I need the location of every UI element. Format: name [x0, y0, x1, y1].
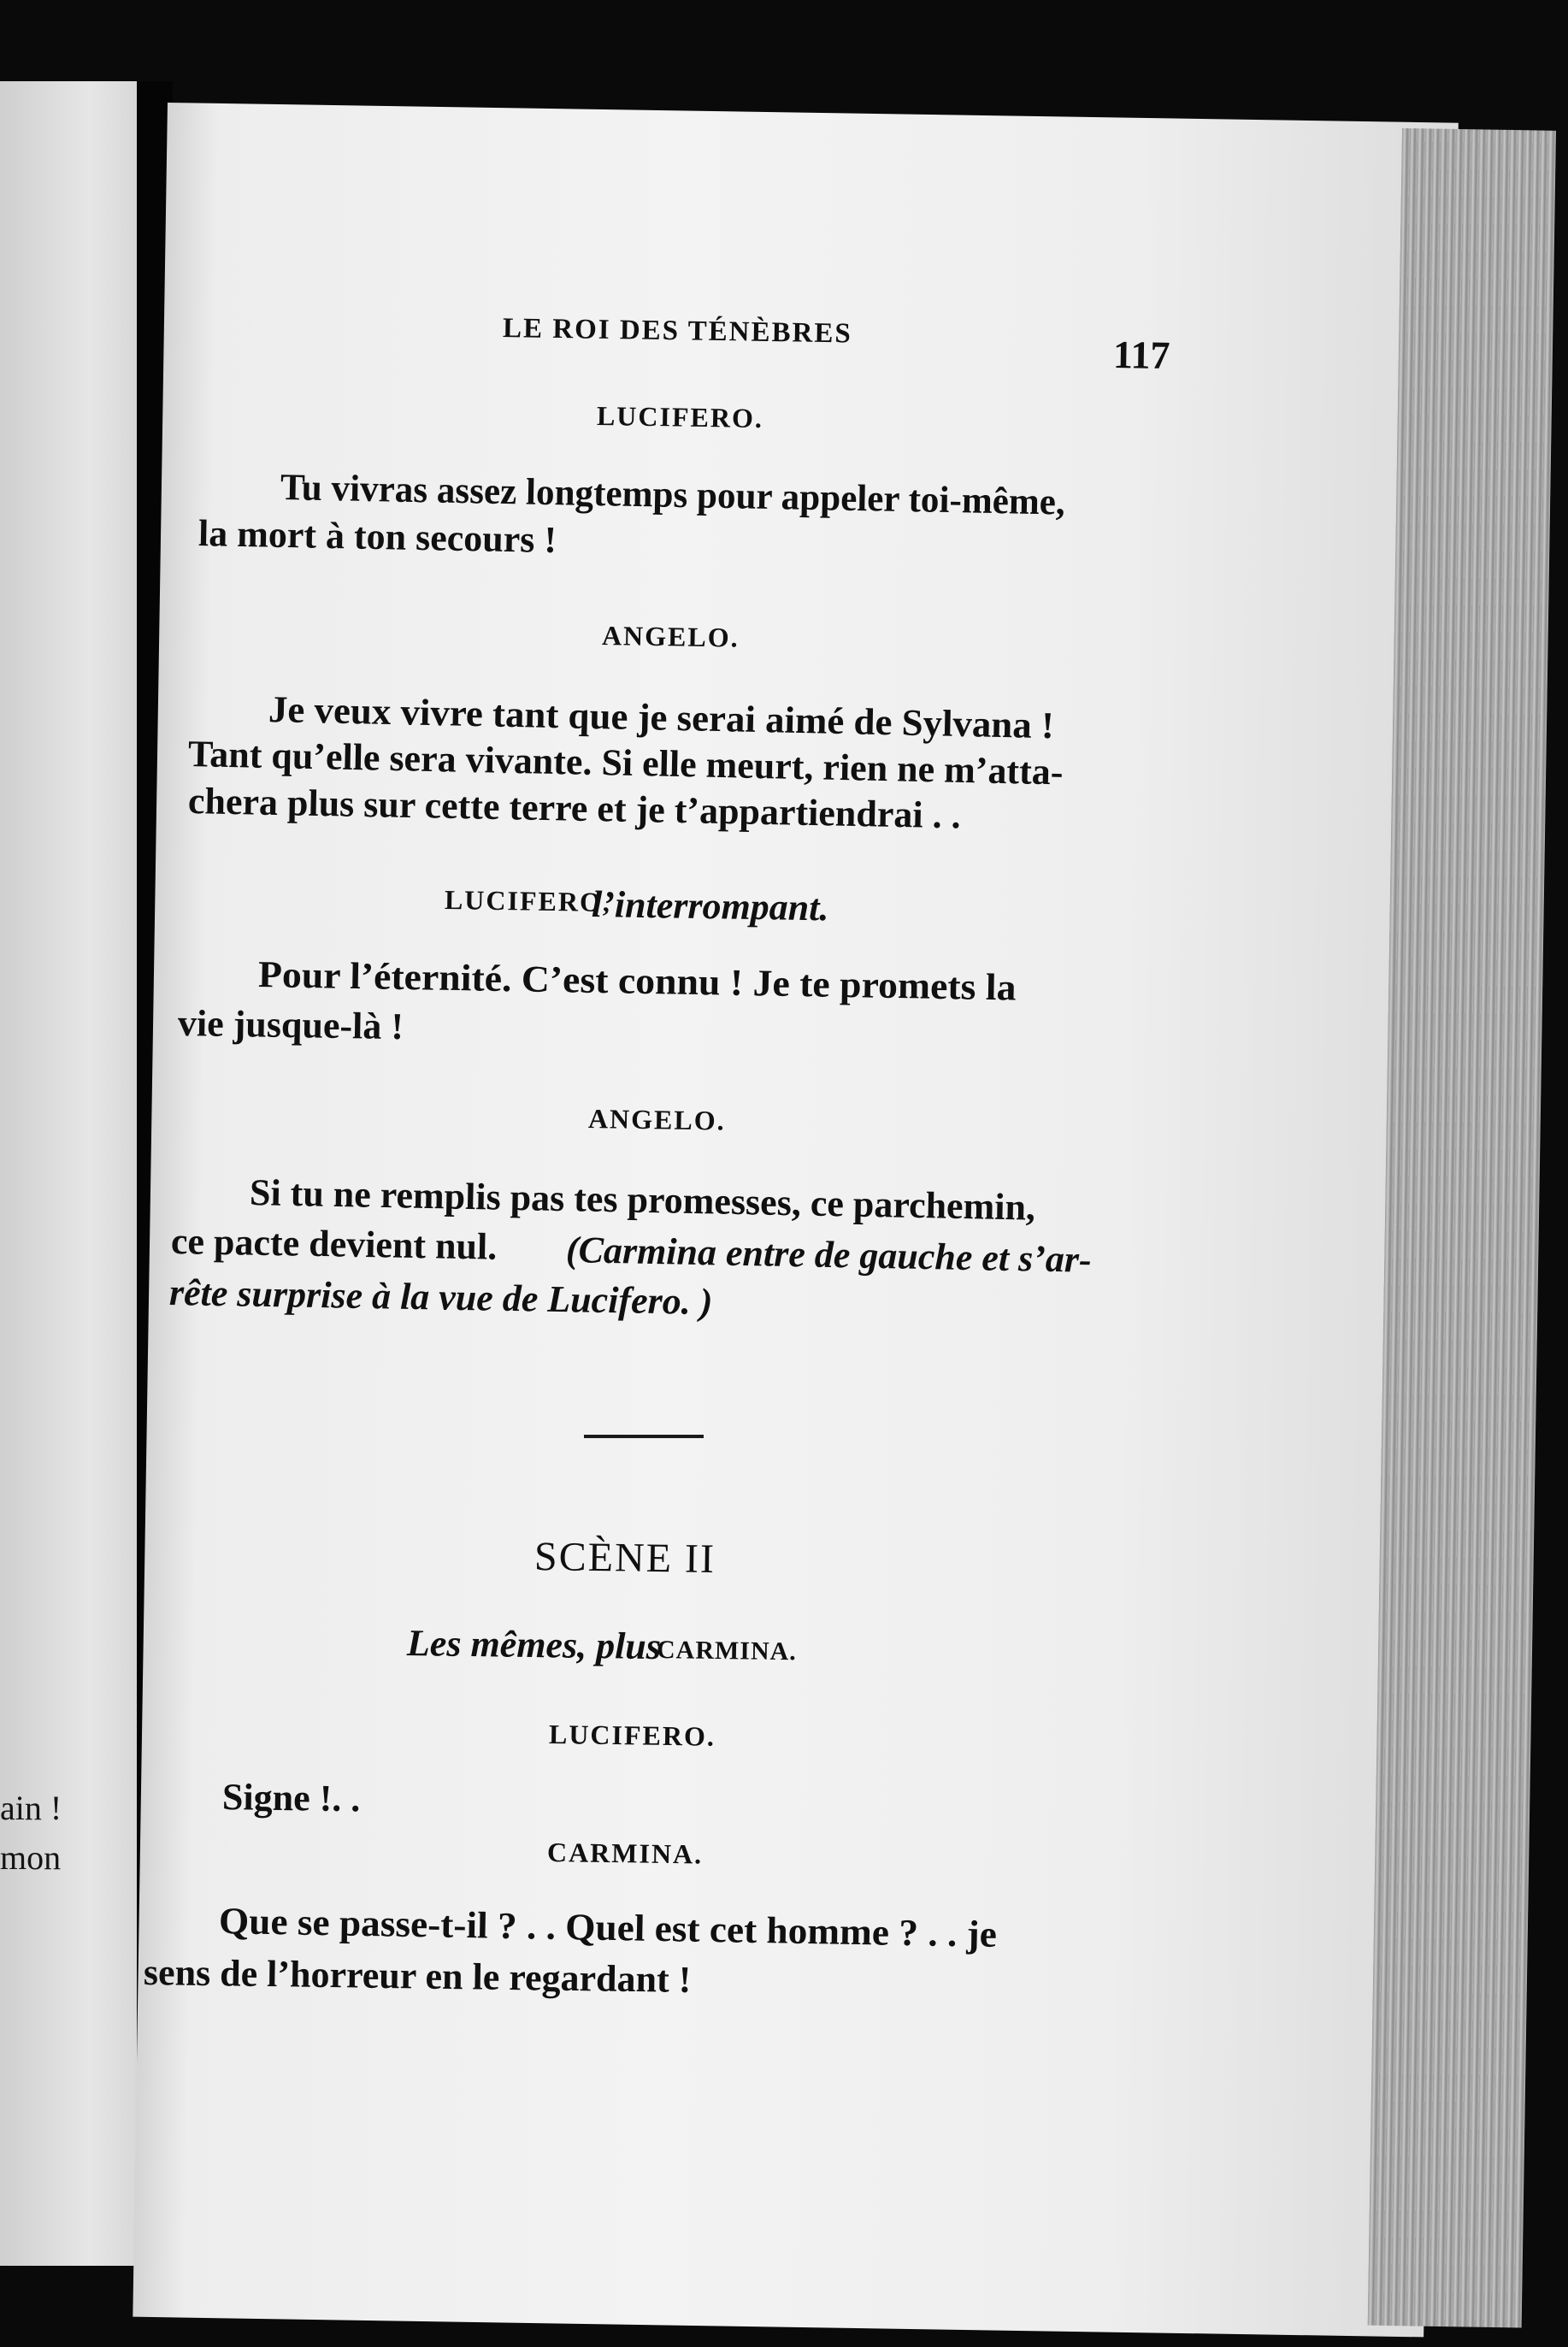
dialogue-line: Signe !. . [221, 1776, 361, 1820]
dialogue-line: Pour l’éternité. C’est connu ! Je te promets la [257, 953, 1017, 1009]
dialogue-line: ce pacte devient nul. [170, 1220, 498, 1268]
section-rule [584, 1435, 704, 1438]
speaker-name: CARMINA. [546, 1837, 704, 1870]
left-page-fragment: mon [0, 1838, 62, 1877]
speaker-name: LUCIFERO, [444, 884, 612, 918]
scene-title: SCÈNE II [533, 1534, 716, 1582]
stage-direction: (Carmina entre de gauche et s’ar- [565, 1229, 1093, 1281]
page-number: 117 [1112, 333, 1170, 378]
running-title: LE ROI DES TÉNÈBRES [502, 313, 853, 350]
speaker-name: ANGELO. [587, 1103, 726, 1136]
scene-cast-name: CARMINA. [656, 1636, 798, 1666]
dialogue-line: vie jusque-là ! [177, 1002, 404, 1048]
speaker-name: LUCIFERO. [596, 400, 764, 434]
dialogue-line: chera plus sur cette terre et je t’appartiendrai . . [187, 780, 962, 837]
scene-cast-italic: Les mêmes, plus [406, 1622, 662, 1668]
left-page-fragment: ain ! [0, 1789, 62, 1827]
speaker-name: ANGELO. [601, 620, 740, 653]
dialogue-line: Tant qu’elle sera vivante. Si elle meurt, rien ne m’atta- [187, 733, 1064, 793]
dialogue-line: la mort à ton secours ! [197, 512, 557, 562]
dialogue-line: sens de l’horreur en le regardant ! [143, 1951, 692, 2001]
dialogue-line: Je veux vivre tant que je serai aimé de Sylvana ! [268, 688, 1055, 747]
stage-direction: l’interrompant. [591, 883, 829, 929]
speaker-name: LUCIFERO. [548, 1719, 716, 1752]
dialogue-line: Si tu ne remplis pas tes promesses, ce parchemin, [249, 1171, 1036, 1229]
stage-direction: rête surprise à la vue de Lucifero. ) [168, 1271, 713, 1324]
dialogue-line: Tu vivras assez longtemps pour appeler toi-même, [280, 466, 1066, 523]
dialogue-line: Que se passe-t-il ? . . Quel est cet homme ? . . je [218, 1900, 998, 1955]
